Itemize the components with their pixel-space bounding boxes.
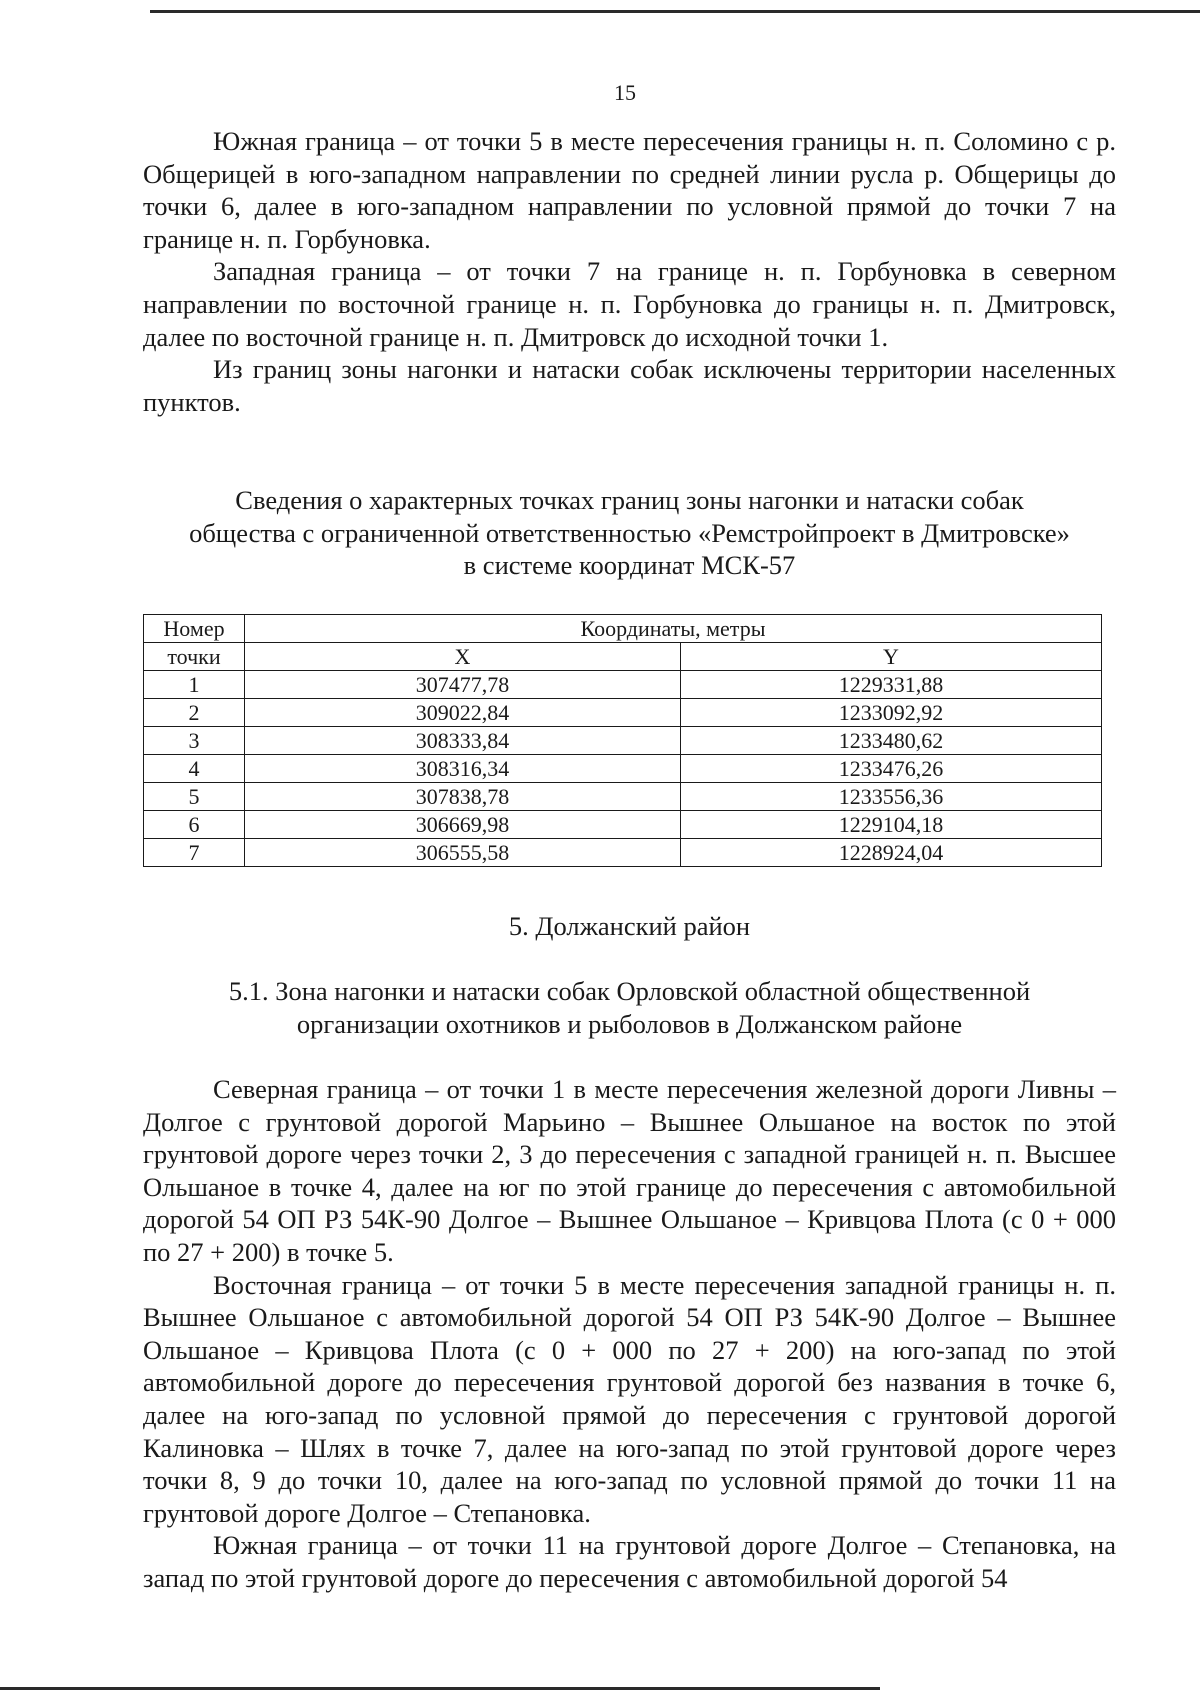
table-row bbox=[144, 839, 1102, 867]
paragraph-exclusions: Из границ зоны нагонки и натаски собак исключены территории населенных пунктов. bbox=[143, 354, 1116, 417]
section-heading-text: 5. Должанский район bbox=[508, 911, 751, 941]
subsection-heading-line: организации охотников и рыболовов в Должанском районе bbox=[296, 1008, 963, 1039]
cell-point-number: 5 bbox=[144, 783, 245, 811]
cell-y: 1229331,88 bbox=[681, 671, 1102, 699]
top-scan-line bbox=[150, 10, 1200, 13]
cell-y: 1233480,62 bbox=[681, 727, 1102, 755]
table-row bbox=[144, 671, 1102, 699]
paragraph-north-border: Северная граница – от точки 1 в месте пересечения железной дороги Ливны – Долгое с грунтовой дорогой Марьино – Вышнее Ольшаное на восток по этой грунтовой дороге через точки 2, 3 до пересечения с западной границей н. п. Высшее Ольшаное в точке 4, далее на юг по этой границе до пересечения с автомобильной дорогой 54 ОП РЗ 54К-90 Долгое – Вышнее Ольшаное – Кривцова Плота (с 0 + 000 по 27 + 200) в точке 5. bbox=[143, 1074, 1116, 1267]
table-caption-line: в системе координат МСК-57 bbox=[463, 550, 796, 581]
paragraph-west-border: Западная граница – от точки 7 на границе н. п. Горбуновка в северном направлении по восточной границе н. п. Горбуновка до границы н. п. Дмитровск, далее по восточной границе н. п. Дмитровск до исходной точки 1. bbox=[143, 256, 1116, 352]
header-point-number: Номер bbox=[144, 615, 245, 643]
cell-x: 306669,98 bbox=[245, 811, 681, 839]
cell-point-number: 7 bbox=[144, 839, 245, 867]
table-header-row bbox=[144, 643, 1102, 671]
cell-y: 1233476,26 bbox=[681, 755, 1102, 783]
cell-x: 307838,78 bbox=[245, 783, 681, 811]
section-heading bbox=[143, 910, 1116, 943]
cell-point-number: 4 bbox=[144, 755, 245, 783]
coordinates-table bbox=[143, 614, 1102, 867]
cell-x: 307477,78 bbox=[245, 671, 681, 699]
cell-y: 1233092,92 bbox=[681, 699, 1102, 727]
subsection-heading-line: 5.1. Зона нагонки и натаски собак Орловской областной общественной bbox=[228, 976, 1031, 1006]
header-x: X bbox=[245, 643, 681, 671]
paragraph-south-border-start: Южная граница – от точки 11 на грунтовой дороге Долгое – Степановка, на запад по этой грунтовой дороге до пересечения с автомобильной дорогой 54 bbox=[143, 1530, 1116, 1593]
header-y: Y bbox=[681, 643, 1102, 671]
page-number: 15 bbox=[614, 80, 636, 105]
paragraph-south-border: Южная граница – от точки 5 в месте пересечения границы н. п. Соломино с р. Общерицей в юго-западном направлении по средней линии русла р. Общерицы до точки 6, далее в юго-западном направлении по условной прямой до точки 7 на границе н. п. Горбуновка. bbox=[143, 126, 1116, 254]
intro-text bbox=[143, 125, 1116, 418]
cell-x: 309022,84 bbox=[245, 699, 681, 727]
table-caption-line: общества с ограниченной ответственностью «Ремстройпроект в Дмитровске» bbox=[189, 517, 1070, 548]
cell-point-number: 3 bbox=[144, 727, 245, 755]
subsection-heading bbox=[143, 975, 1116, 1040]
header-coordinates: Координаты, метры bbox=[245, 615, 1102, 643]
cell-point-number: 6 bbox=[144, 811, 245, 839]
cell-y: 1228924,04 bbox=[681, 839, 1102, 867]
cell-x: 306555,58 bbox=[245, 839, 681, 867]
table-row bbox=[144, 811, 1102, 839]
cell-y: 1233556,36 bbox=[681, 783, 1102, 811]
table-row bbox=[144, 755, 1102, 783]
cell-y: 1229104,18 bbox=[681, 811, 1102, 839]
paragraph-east-border: Восточная граница – от точки 5 в месте пересечения западной границы н. п. Вышнее Ольшаное с автомобильной дорогой 54 ОП РЗ 54К-90 Долгое – Вышнее Ольшаное – Кривцова Плота (с 0 + 000 по 27 + 200) на юго-запад по этой автомобильной дороге до пересечения грунтовой дорогой без названия в точке 6, далее на юго-запад по условной прямой до пересечения с грунтовой дорогой Калиновка – Шлях в точке 7, далее на юго-запад по этой грунтовой дороге через точки 8, 9 до точки 10, далее на юго-запад по условной прямой до точки 11 на грунтовой дороге Долгое – Степановка. bbox=[143, 1269, 1116, 1528]
bottom-scan-line bbox=[0, 1687, 880, 1690]
table-row bbox=[144, 699, 1102, 727]
header-point-number: точки bbox=[144, 643, 245, 671]
cell-point-number: 1 bbox=[144, 671, 245, 699]
table-caption bbox=[143, 484, 1116, 582]
section-text bbox=[143, 1073, 1116, 1595]
table-row bbox=[144, 783, 1102, 811]
table-row bbox=[144, 727, 1102, 755]
cell-x: 308316,34 bbox=[245, 755, 681, 783]
cell-x: 308333,84 bbox=[245, 727, 681, 755]
table-caption-line: Сведения о характерных точках границ зоны нагонки и натаски собак bbox=[235, 485, 1024, 515]
cell-point-number: 2 bbox=[144, 699, 245, 727]
table-header-row bbox=[144, 615, 1102, 643]
